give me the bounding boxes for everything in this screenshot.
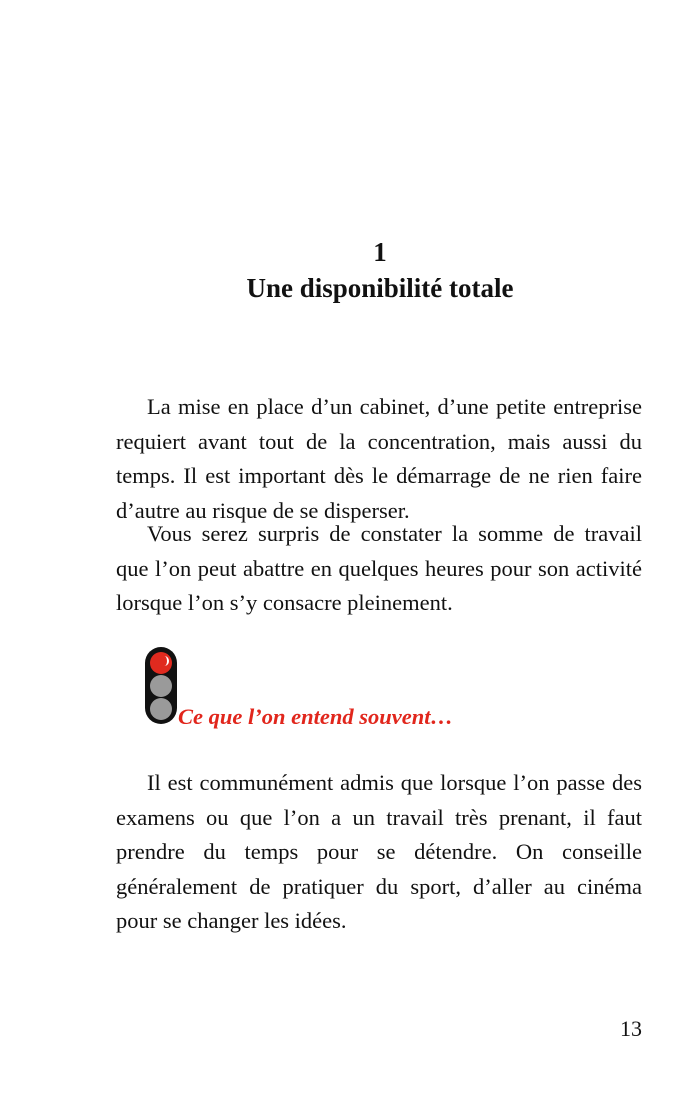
chapter-number: 1: [373, 237, 387, 267]
chapter-title: Une disponibilité totale: [246, 273, 514, 303]
callout-heading: Ce que l’on entend souvent…: [178, 704, 454, 729]
page-number: 13: [620, 1016, 642, 1041]
paragraph-intro: La mise en place d’un cabinet, d’une petite entreprise requiert avant tout de la concentration, mais aussi du temps. Il est important dès le démarrage de ne rien faire d’autre au risque de se disperser.: [116, 394, 642, 523]
amber-light-off: [150, 675, 172, 697]
callout-paragraph: Il est communément admis que lorsque l’on passe des examens ou que l’on a un travail très prenant, il faut prendre du temps pour se détendre. On conseille généralement de pratiquer du sport, d’aller au cinéma pour se changer les idées.: [116, 770, 642, 933]
red-light: [150, 652, 172, 674]
paragraph-second: Vous serez surpris de constater la somme de travail que l’on peut abattre en quelques heures pour son activité lorsque l’on s’y consacre pleinement.: [116, 521, 642, 615]
traffic-light-icon: [145, 647, 177, 724]
green-light-off: [150, 698, 172, 720]
